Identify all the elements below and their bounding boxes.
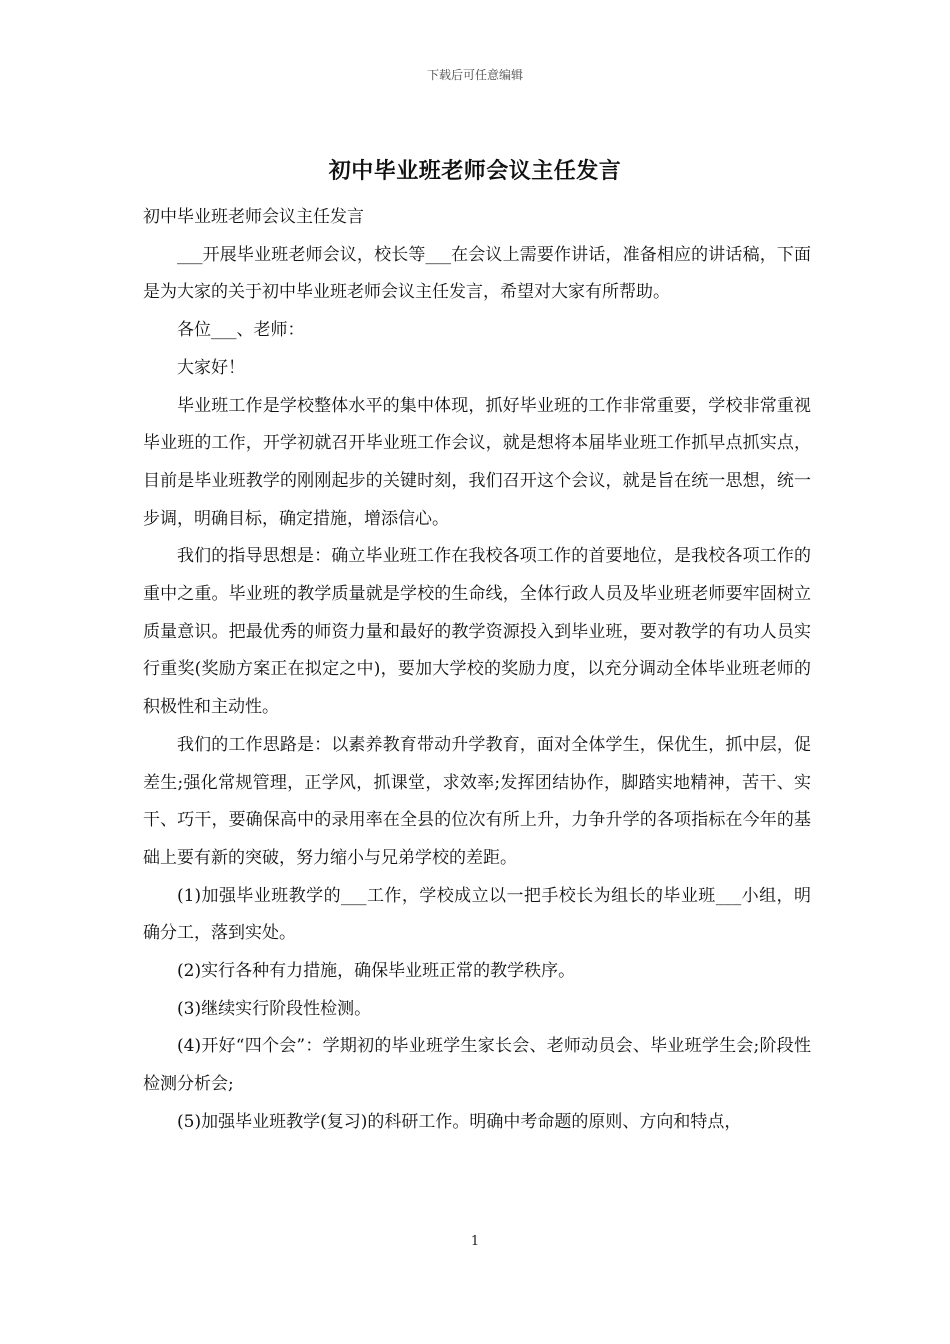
page-number: 1 (470, 1234, 480, 1249)
list-item-paragraph: (5)加强毕业班教学(复习)的科研工作。明确中考命题的原则、方向和特点， (177, 1111, 742, 1132)
greeting-paragraph: 大家好！ (177, 357, 245, 378)
body-paragraph: 毕业班工作是学校整体水平的集中体现，抓好毕业班的工作非常重要，学校非常重视毕业班的工作，开学初就召开毕业班工作会议，就是想将本届毕业班工作抓早点抓实点，目前是毕业班教学的刚刚起步的关键时刻，我们召开这个会议，就是旨在统一思想，统一步调，明确目标，确定措施，增添信心。 (143, 395, 811, 529)
list-item-paragraph: (3)继续实行阶段性检测。 (177, 998, 372, 1019)
document-title: 初中毕业班老师会议主任发言 (328, 158, 622, 184)
list-item-paragraph: (2)实行各种有力措施，确保毕业班正常的教学秩序。 (177, 961, 576, 982)
body-paragraph: 我们的工作思路是：以素养教育带动升学教育，面对全体学生，保优生，抓中层，促差生;强化常规管理，正学风，抓课堂，求效率;发挥团结协作，脚踏实地精神，苦干、实干、巧干，要确保高中的录用率在全县的位次有所上升，力争升学的各项指标在今年的基础上要有新的突破，努力缩小与兄弟学校的差距。 (143, 734, 811, 868)
list-item-paragraph: (1)加强毕业班教学的___工作，学校成立以一把手校长为组长的毕业班___小组，明确分工，落到实处。 (143, 885, 811, 944)
body-paragraph: 我们的指导思想是：确立毕业班工作在我校各项工作的首要地位，是我校各项工作的重中之重。毕业班的教学质量就是学校的生命线，全体行政人员及毕业班老师要牢固树立质量意识。把最优秀的师资力量和最好的教学资源投入到毕业班，要对教学的有功人员实行重奖(奖励方案正在拟定之中)，要加大学校的奖励力度，以充分调动全体毕业班老师的积极性和主动性。 (143, 546, 811, 718)
list-item-paragraph: (4)开好“四个会”：学期初的毕业班学生家长会、老师动员会、毕业班学生会;阶段性检测分析会; (143, 1036, 811, 1095)
document-body (143, 199, 811, 1142)
header-note: 下载后可任意编辑 (426, 68, 523, 82)
intro-paragraph: ___开展毕业班老师会议，校长等___在会议上需要作讲话，准备相应的讲话稿，下面是为大家的关于初中毕业班老师会议主任发言，希望对大家有所帮助。 (143, 244, 811, 303)
salutation-paragraph: 各位___、老师： (177, 320, 305, 341)
subtitle-paragraph: 初中毕业班老师会议主任发言 (143, 207, 364, 227)
